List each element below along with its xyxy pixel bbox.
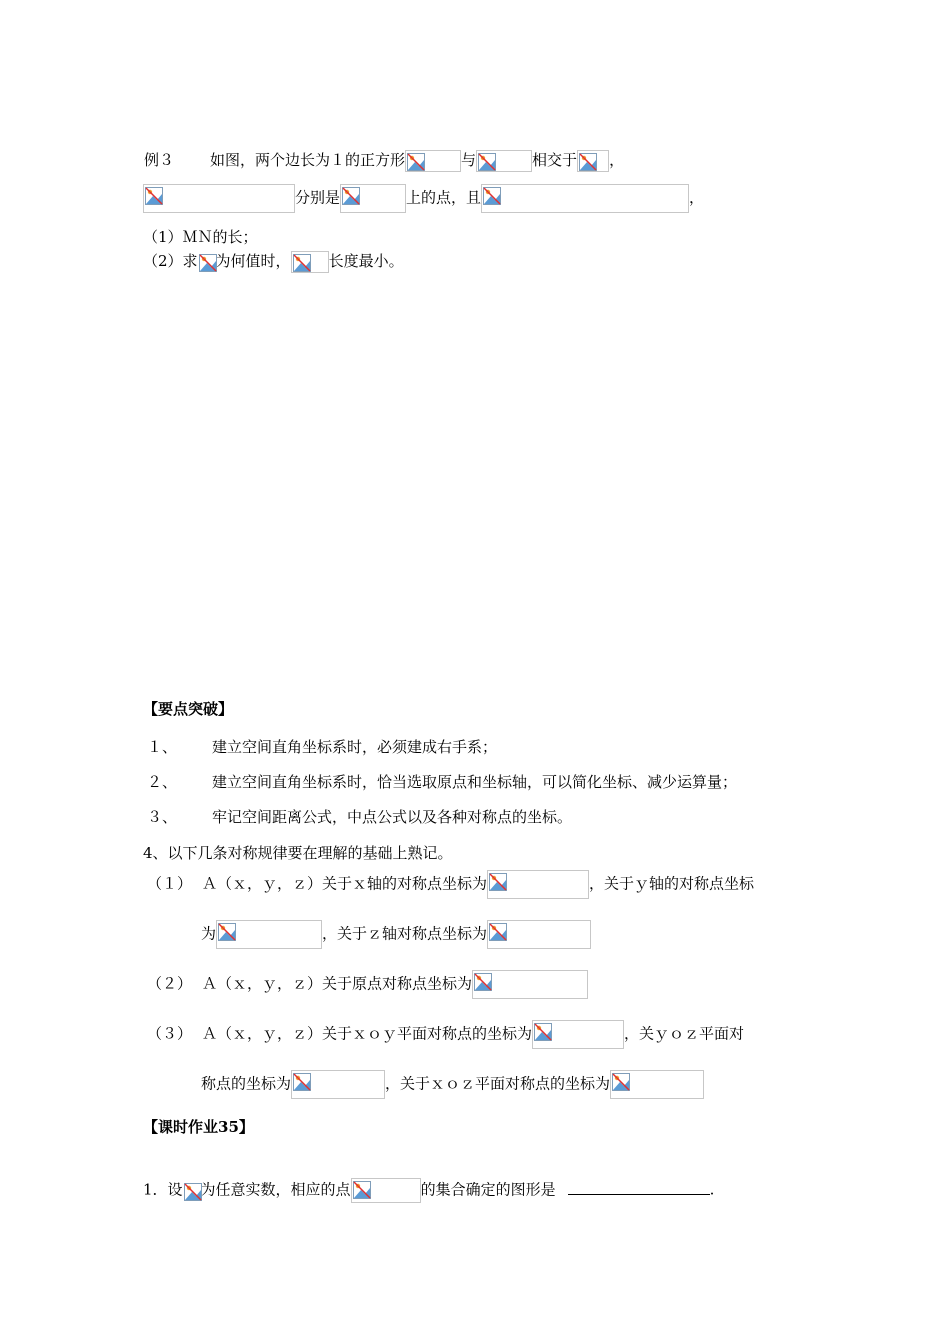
- broken-image-icon: [340, 184, 406, 213]
- symmetry-rule-2: （２） Ａ（ｘ，ｙ，ｚ）关于原点对称点坐标为: [147, 970, 588, 999]
- keypoint-item: ２、 建立空间直角坐标系时，恰当选取原点和坐标轴，可以简化坐标、减少运算量；: [147, 773, 738, 791]
- homework-question-1: 1．设 为任意实数，相应的点 的集合确定的图形是 .: [143, 1178, 714, 1203]
- broken-image-icon: [405, 150, 461, 172]
- homework-heading: 【课时作业35】: [143, 1118, 254, 1136]
- example-label: 例３: [144, 151, 175, 169]
- question-2: （2）求 为何值时， 长度最小。: [143, 251, 404, 273]
- broken-image-icon: [481, 184, 689, 213]
- broken-image-icon: [183, 1181, 201, 1201]
- broken-image-icon: [198, 252, 216, 272]
- keypoint-item-4: 4、以下几条对称规律要在理解的基础上熟记。: [143, 844, 453, 862]
- symmetry-rule-3-cont: 称点的坐标为 ，关于ｘｏｚ平面对称点的坐标为: [201, 1070, 704, 1099]
- keypoint-item: １、 建立空间直角坐标系时，必须建成右手系；: [147, 738, 498, 756]
- broken-image-icon: [291, 1070, 385, 1099]
- broken-image-icon: [472, 970, 588, 999]
- example-line-2: 分别是 上的点，且 ，: [143, 184, 704, 213]
- broken-image-icon: [291, 251, 329, 273]
- symmetry-rule-3: （３） Ａ（ｘ，ｙ，ｚ）关于ｘｏｙ平面对称点的坐标为 ，关ｙｏｚ平面对: [147, 1020, 744, 1049]
- keypoints-heading: 【要点突破】: [143, 700, 234, 718]
- broken-image-icon: [610, 1070, 704, 1099]
- symmetry-rule-1-cont: 为 ，关于ｚ轴对称点坐标为: [201, 920, 591, 949]
- example-line-1: 例３ 如图，两个边长为１的正方形 与 相交于 ，: [144, 150, 624, 172]
- answer-blank[interactable]: [568, 1180, 710, 1195]
- broken-image-icon: [487, 870, 589, 899]
- broken-image-icon: [476, 150, 532, 172]
- broken-image-icon: [532, 1020, 624, 1049]
- broken-image-icon: [143, 184, 295, 213]
- broken-image-icon: [487, 920, 591, 949]
- keypoint-item: ３、 牢记空间距离公式，中点公式以及各种对称点的坐标。: [147, 808, 573, 826]
- question-1: （1）ＭＮ的长；: [143, 228, 258, 246]
- broken-image-icon: [577, 150, 609, 172]
- symmetry-rule-1: （１） Ａ（ｘ，ｙ，ｚ）关于ｘ轴的对称点坐标为 ，关于ｙ轴的对称点坐标: [147, 870, 754, 899]
- broken-image-icon: [351, 1178, 421, 1203]
- broken-image-icon: [216, 920, 322, 949]
